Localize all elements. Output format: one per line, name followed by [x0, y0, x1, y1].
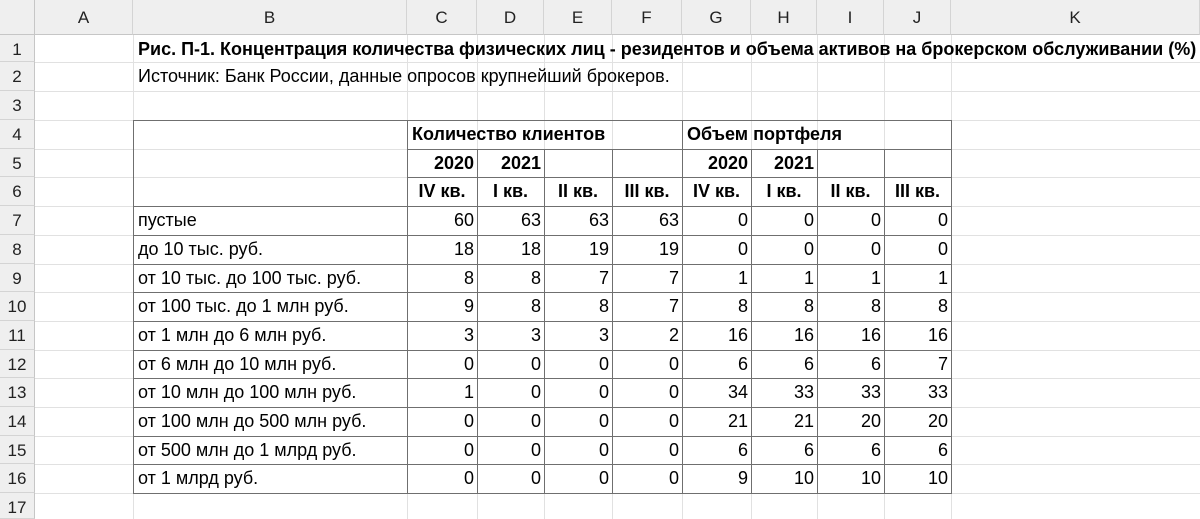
table-border-horizontal [133, 493, 952, 494]
column-header-j[interactable]: J [884, 0, 951, 35]
column-header-d[interactable]: D [477, 0, 544, 35]
row-label[interactable]: от 6 млн до 10 млн руб. [138, 354, 337, 374]
value-cell[interactable]: 3 [598, 325, 609, 345]
value-cell[interactable]: 3 [463, 325, 474, 345]
value-cell[interactable]: 60 [453, 210, 474, 230]
value-cell[interactable]: 19 [658, 239, 679, 259]
value-cell[interactable]: 0 [668, 354, 679, 374]
value-cell[interactable]: 0 [530, 354, 541, 374]
value-cell[interactable]: 33 [860, 382, 881, 402]
value-cell[interactable]: 18 [453, 239, 474, 259]
value-cell[interactable]: 3 [530, 325, 541, 345]
value-cell[interactable]: 0 [870, 210, 881, 230]
year-header[interactable] [817, 149, 884, 177]
row-header-2[interactable]: 2 [0, 62, 35, 91]
value-cell[interactable]: 16 [727, 325, 748, 345]
value-cell[interactable]: 63 [520, 210, 541, 230]
row-label[interactable]: пустые [138, 210, 197, 230]
value-cell[interactable]: 8 [530, 296, 541, 316]
value-cell[interactable]: 8 [803, 296, 814, 316]
value-cell[interactable]: 0 [530, 440, 541, 460]
row-header-13[interactable]: 13 [0, 378, 35, 407]
column-header-c[interactable]: C [407, 0, 477, 35]
value-cell[interactable]: 34 [727, 382, 748, 402]
value-cell[interactable]: 0 [668, 382, 679, 402]
value-cell[interactable]: 6 [870, 354, 881, 374]
row-header-15[interactable]: 15 [0, 436, 35, 464]
year-header[interactable]: 2020 [707, 153, 748, 173]
value-cell[interactable]: 0 [803, 239, 814, 259]
column-header-e[interactable]: E [544, 0, 612, 35]
value-cell[interactable]: 8 [870, 296, 881, 316]
table-border-vertical [951, 120, 952, 493]
value-cell[interactable]: 20 [927, 411, 948, 431]
year-header[interactable] [884, 149, 951, 177]
value-cell[interactable]: 1 [803, 268, 814, 288]
value-cell[interactable]: 7 [668, 296, 679, 316]
value-cell[interactable]: 63 [588, 210, 609, 230]
value-cell[interactable]: 1 [737, 268, 748, 288]
row-header-14[interactable]: 14 [0, 407, 35, 436]
year-header[interactable]: 2020 [433, 153, 474, 173]
quarter-header[interactable]: I кв. [766, 181, 802, 201]
column-header-f[interactable]: F [612, 0, 682, 35]
value-cell[interactable]: 0 [598, 440, 609, 460]
value-cell[interactable]: 8 [463, 268, 474, 288]
value-cell[interactable]: 16 [793, 325, 814, 345]
row-header-10[interactable]: 10 [0, 292, 35, 321]
quarter-header[interactable]: IV кв. [692, 181, 741, 201]
value-cell[interactable]: 6 [870, 440, 881, 460]
value-cell[interactable]: 0 [870, 239, 881, 259]
value-cell[interactable]: 0 [937, 239, 948, 259]
sheet-title[interactable]: Рис. П-1. Концентрация количества физических лиц - резидентов и объема активов на брокерском обслуживании (%) [138, 39, 1197, 59]
column-header-i[interactable]: I [817, 0, 884, 35]
value-cell[interactable]: 19 [588, 239, 609, 259]
value-cell[interactable]: 6 [737, 440, 748, 460]
value-cell[interactable]: 0 [937, 210, 948, 230]
value-cell[interactable]: 0 [668, 440, 679, 460]
row-header-11[interactable]: 11 [0, 321, 35, 350]
select-all-corner[interactable] [0, 0, 35, 35]
value-cell[interactable]: 0 [463, 468, 474, 488]
row-label[interactable]: от 1 млрд руб. [138, 468, 259, 488]
value-cell[interactable]: 0 [668, 468, 679, 488]
quarter-header[interactable]: II кв. [557, 181, 599, 201]
row-header-9[interactable]: 9 [0, 264, 35, 292]
quarter-header[interactable]: III кв. [624, 181, 670, 201]
value-cell[interactable]: 7 [937, 354, 948, 374]
value-cell[interactable]: 63 [658, 210, 679, 230]
year-header[interactable] [612, 149, 682, 177]
value-cell[interactable]: 1 [937, 268, 948, 288]
value-cell[interactable]: 18 [520, 239, 541, 259]
value-cell[interactable]: 6 [803, 440, 814, 460]
value-cell[interactable]: 0 [737, 210, 748, 230]
row-header-17[interactable]: 17 [0, 493, 35, 519]
value-cell[interactable]: 9 [463, 296, 474, 316]
row-header-8[interactable]: 8 [0, 235, 35, 264]
row-header-4[interactable]: 4 [0, 120, 35, 149]
value-cell[interactable]: 20 [860, 411, 881, 431]
row-label[interactable]: от 10 тыс. до 100 тыс. руб. [138, 268, 362, 288]
value-cell[interactable]: 2 [668, 325, 679, 345]
value-cell[interactable]: 16 [927, 325, 948, 345]
value-cell[interactable]: 16 [860, 325, 881, 345]
row-label[interactable]: от 100 тыс. до 1 млн руб. [138, 296, 349, 316]
row-header-7[interactable]: 7 [0, 206, 35, 235]
value-cell[interactable]: 0 [598, 411, 609, 431]
row-label[interactable]: от 500 млн до 1 млрд руб. [138, 440, 357, 460]
row-header-5[interactable]: 5 [0, 149, 35, 177]
source-note[interactable]: Источник: Банк России, данные опросов крупнейший брокеров. [138, 66, 670, 86]
value-cell[interactable]: 6 [937, 440, 948, 460]
year-header[interactable]: 2021 [500, 153, 541, 173]
column-header-g[interactable]: G [682, 0, 751, 35]
column-header-a[interactable]: A [35, 0, 133, 35]
value-cell[interactable]: 8 [530, 268, 541, 288]
row-header-16[interactable]: 16 [0, 464, 35, 493]
year-header[interactable]: 2021 [773, 153, 814, 173]
row-label[interactable]: от 100 млн до 500 млн руб. [138, 411, 367, 431]
group-header-portfolio[interactable]: Объем портфеля [687, 124, 842, 144]
value-cell[interactable]: 33 [793, 382, 814, 402]
value-cell[interactable]: 1 [463, 382, 474, 402]
value-cell[interactable]: 33 [927, 382, 948, 402]
value-cell[interactable]: 9 [737, 468, 748, 488]
value-cell[interactable]: 0 [530, 411, 541, 431]
value-cell[interactable]: 0 [530, 382, 541, 402]
value-cell[interactable]: 0 [463, 440, 474, 460]
quarter-header[interactable]: IV кв. [418, 181, 466, 201]
value-cell[interactable]: 0 [530, 468, 541, 488]
row-header-1[interactable]: 1 [0, 35, 35, 62]
quarter-header[interactable]: III кв. [894, 181, 941, 201]
value-cell[interactable]: 8 [737, 296, 748, 316]
value-cell[interactable]: 8 [937, 296, 948, 316]
row-label[interactable]: от 1 млн до 6 млн руб. [138, 325, 327, 345]
value-cell[interactable]: 21 [793, 411, 814, 431]
row-header-3[interactable]: 3 [0, 91, 35, 120]
value-cell[interactable]: 0 [737, 239, 748, 259]
quarter-header[interactable]: I кв. [492, 181, 529, 201]
value-cell[interactable]: 6 [737, 354, 748, 374]
value-cell[interactable]: 0 [463, 354, 474, 374]
row-label[interactable]: до 10 тыс. руб. [138, 239, 264, 259]
value-cell[interactable]: 0 [803, 210, 814, 230]
row-header-6[interactable]: 6 [0, 177, 35, 206]
value-cell[interactable]: 0 [598, 468, 609, 488]
value-cell[interactable]: 1 [870, 268, 881, 288]
row-label[interactable]: от 10 млн до 100 млн руб. [138, 382, 357, 402]
value-cell[interactable]: 7 [598, 268, 609, 288]
value-cell[interactable]: 0 [668, 411, 679, 431]
column-header-b[interactable]: B [133, 0, 407, 35]
group-header-clients[interactable]: Количество клиентов [412, 124, 606, 144]
gridline-horizontal [35, 91, 1200, 92]
value-cell[interactable]: 0 [463, 411, 474, 431]
value-cell[interactable]: 8 [598, 296, 609, 316]
row-header-12[interactable]: 12 [0, 350, 35, 378]
column-header-k[interactable]: K [951, 0, 1200, 35]
value-cell[interactable]: 0 [598, 382, 609, 402]
value-cell[interactable]: 10 [860, 468, 881, 488]
value-cell[interactable]: 7 [668, 268, 679, 288]
value-cell[interactable]: 10 [793, 468, 814, 488]
year-header[interactable] [544, 149, 612, 177]
value-cell[interactable]: 0 [598, 354, 609, 374]
value-cell[interactable]: 21 [727, 411, 748, 431]
value-cell[interactable]: 6 [803, 354, 814, 374]
value-cell[interactable]: 10 [927, 468, 948, 488]
column-header-h[interactable]: H [751, 0, 817, 35]
quarter-header[interactable]: II кв. [830, 181, 871, 201]
